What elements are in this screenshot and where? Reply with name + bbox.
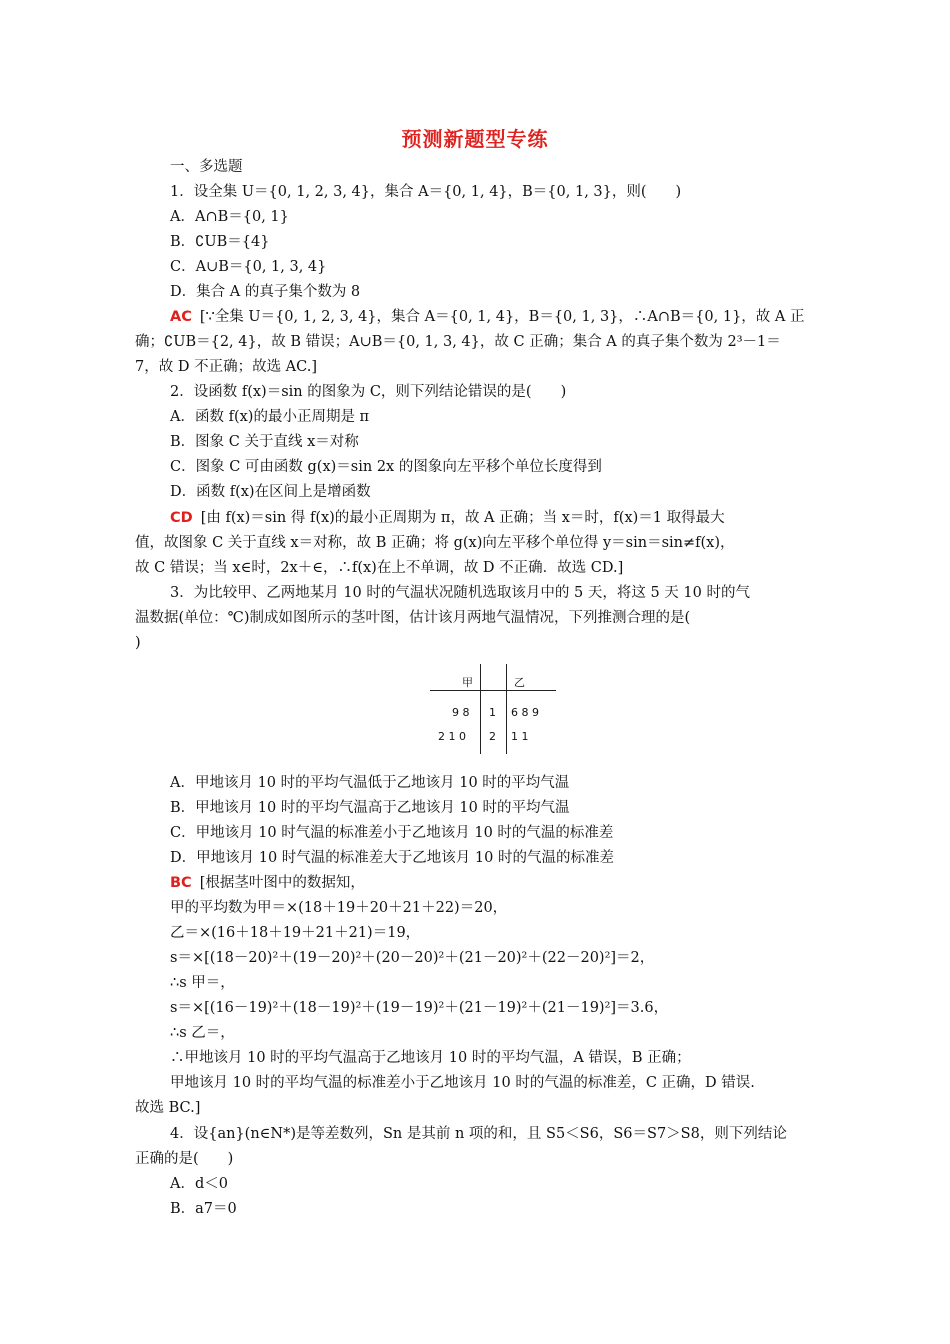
q1-option-a: A．A∩B＝{0, 1} (170, 209, 289, 225)
q2-option-d: D．函数 f(x)在区间上是增函数 (170, 484, 371, 500)
q3-solution-line-10: 故选 BC.] (135, 1100, 201, 1116)
q3-solution-line-9: 甲地该月 10 时的平均气温的标准差小于乙地该月 10 时的气温的标准差，C 正确，D 错误. (170, 1075, 755, 1091)
stem-leaf-left-header: 甲 (462, 676, 473, 689)
q3-solution-line-8: ∴甲地该月 10 时的平均气温高于乙地该月 10 时的平均气温，A 错误，B 正确； (170, 1050, 691, 1066)
q1-option-b: B．∁UB＝{4} (170, 234, 270, 250)
q1-answer: AC (170, 309, 192, 325)
stem-leaf-left-leaves: 2 1 0 (438, 730, 466, 743)
question-4-line-2: 正确的是( ) (135, 1151, 234, 1167)
q1-option-d: D．集合 A 的真子集个数为 8 (170, 284, 361, 300)
stem-leaf-plot (430, 664, 556, 754)
q3-solution-line-5: ∴s 甲＝， (170, 975, 235, 991)
q1-solution-line-1: AC [∵全集 U＝{0, 1, 2, 3, 4}，集合 A＝{0, 1, 4}，B＝{0, 1, 3}，∴A∩B＝{0, 1}，故 A 正 (170, 309, 805, 325)
q3-solution-line-3: 乙＝×(16＋18＋19＋21＋21)＝19， (170, 925, 421, 941)
stem-leaf-right-leaves: 1 1 (511, 730, 529, 743)
q4-option-a: A．d＜0 (170, 1176, 228, 1192)
q2-option-c: C．图象 C 可由函数 g(x)＝sin 2x 的图象向左平移个单位长度得到 (170, 459, 602, 475)
q2-solution-line-3: 故 C 错误；当 x∈时，2x＋∈，∴f(x)在上不单调，故 D 不正确．故选 CD.] (135, 560, 624, 576)
question-3-line-2: 温数据(单位：℃)制成如图所示的茎叶图，估计该月两地气温情况，下列推测合理的是( (135, 610, 691, 626)
question-3-line-1: 3．为比较甲、乙两地某月 10 时的气温状况随机选取该月中的 5 天，将这 5 天 10 时的气 (170, 585, 750, 601)
question-4-line-1: 4．设{an}(n∈N*)是等差数列，Sn 是其前 n 项的和，且 S5＜S6，S6＝S7＞S8，则下列结论 (170, 1126, 787, 1142)
q3-answer: BC (170, 875, 192, 891)
question-2: 2．设函数 f(x)＝sin 的图象为 C，则下列结论错误的是( ) (170, 384, 567, 400)
stem-leaf-left-leaves: 9 8 (452, 706, 470, 719)
q2-solution-line-1: CD [由 f(x)＝sin 得 f(x)的最小正周期为 π，故 A 正确；当 x＝时，f(x)＝1 取得最大 (170, 510, 725, 526)
q3-solution-line-4: s＝×[(18－20)²＋(19－20)²＋(20－20)²＋(21－20)²＋(22－20)²]＝2， (170, 950, 655, 966)
stem-leaf-stem: 1 (489, 706, 496, 719)
q3-solution-line-7: ∴s 乙＝， (170, 1025, 235, 1041)
q1-option-c: C．A∪B＝{0, 1, 3, 4} (170, 259, 327, 275)
q3-option-c: C．甲地该月 10 时气温的标准差小于乙地该月 10 时的气温的标准差 (170, 825, 614, 841)
q2-solution-line-2: 值，故图象 C 关于直线 x＝对称，故 B 正确；将 g(x)向左平移个单位得 y＝sin＝sin≠f(x)， (135, 535, 735, 551)
q1-solution-line-2: 确；∁UB＝{2, 4}，故 B 错误；A∪B＝{0, 1, 3, 4}，故 C 正确；集合 A 的真子集个数为 2³－1＝ (135, 334, 781, 350)
stem-leaf-stem: 2 (489, 730, 496, 743)
q3-solution-line-1: BC [根据茎叶图中的数据知， (170, 875, 365, 891)
q3-option-a: A．甲地该月 10 时的平均气温低于乙地该月 10 时的平均气温 (170, 775, 570, 791)
q3-option-d: D．甲地该月 10 时气温的标准差大于乙地该月 10 时的气温的标准差 (170, 850, 614, 866)
stem-leaf-right-leaves: 6 8 9 (511, 706, 539, 719)
stem-leaf-header-line (430, 690, 556, 691)
q4-option-b: B．a7＝0 (170, 1201, 237, 1217)
q3-solution-line-2: 甲的平均数为甲＝×(18＋19＋20＋21＋22)＝20， (170, 900, 508, 916)
stem-leaf-right-header: 乙 (514, 676, 525, 689)
q2-option-a: A．函数 f(x)的最小正周期是 π (170, 409, 370, 425)
q2-answer: CD (170, 510, 193, 526)
q2-option-b: B．图象 C 关于直线 x＝对称 (170, 434, 359, 450)
question-1: 1．设全集 U＝{0, 1, 2, 3, 4}，集合 A＝{0, 1, 4}，B＝{0, 1, 3}，则( ) (170, 184, 682, 200)
stem-leaf-left-divider (480, 664, 481, 754)
question-3-line-3: ) (135, 635, 141, 651)
q3-solution-line-6: s＝×[(16－19)²＋(18－19)²＋(19－19)²＋(21－19)²＋(21－19)²]＝3.6， (170, 1000, 669, 1016)
page-title: 预测新题型专练 (401, 127, 549, 151)
section-heading: 一、多选题 (170, 159, 243, 175)
stem-leaf-right-divider (506, 664, 507, 754)
q1-solution-line-3: 7，故 D 不正确；故选 AC.] (135, 359, 317, 375)
q3-option-b: B．甲地该月 10 时的平均气温高于乙地该月 10 时的平均气温 (170, 800, 570, 816)
